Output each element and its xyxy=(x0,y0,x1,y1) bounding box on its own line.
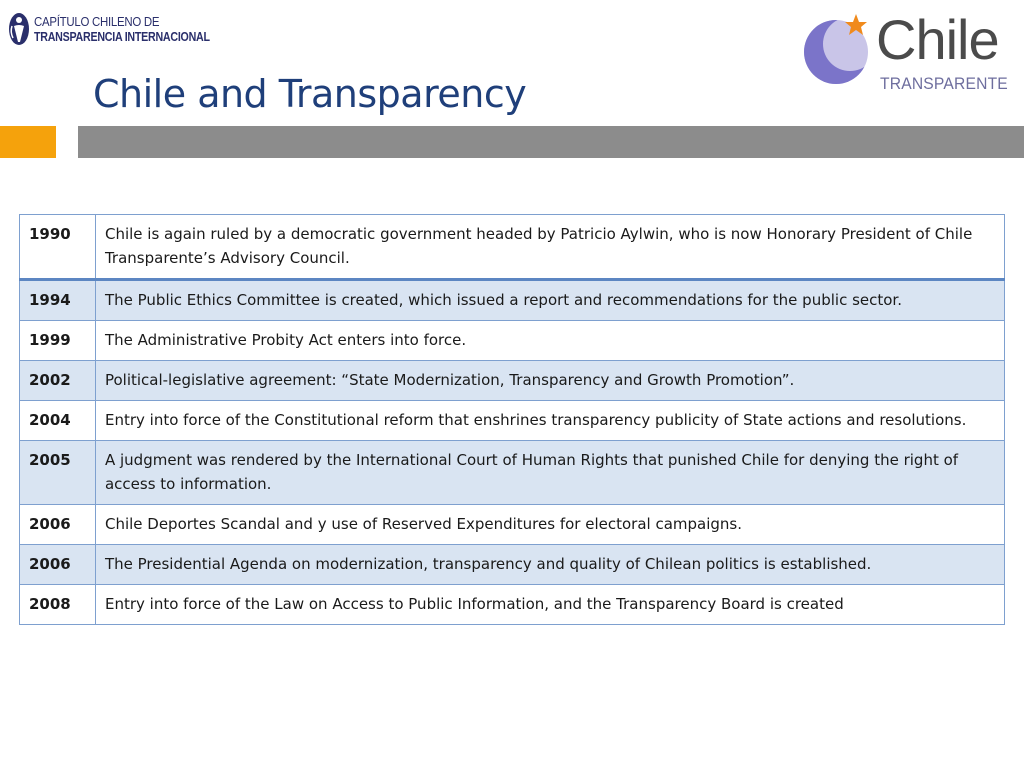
event-cell: Chile is again ruled by a democratic government headed by Patricio Aylwin, who is now Honorary President of Chile Transparente’s Advisory Council. xyxy=(95,215,1004,280)
year-cell: 2002 xyxy=(20,361,96,401)
chapter-logo xyxy=(8,12,248,46)
event-cell: Political-legislative agreement: “State Modernization, Transparency and Growth Promotion”. xyxy=(95,361,1004,401)
year-cell: 1990 xyxy=(20,215,96,280)
page-title: Chile and Transparency xyxy=(93,72,527,116)
table-row xyxy=(20,321,1005,361)
gray-accent-bar xyxy=(78,126,1024,158)
emblem-icon xyxy=(8,12,30,46)
year-cell: 2004 xyxy=(20,401,96,441)
table-row xyxy=(20,280,1005,321)
event-cell: The Presidential Agenda on modernization, transparency and quality of Chilean politics is established. xyxy=(95,545,1004,585)
table-row xyxy=(20,505,1005,545)
year-cell: 2005 xyxy=(20,441,96,505)
timeline-table xyxy=(19,214,1005,625)
orange-accent-bar xyxy=(0,126,56,158)
table-row xyxy=(20,545,1005,585)
logo-left-line2: TRANSPARENCIA INTERNACIONAL xyxy=(34,29,210,44)
year-cell: 1999 xyxy=(20,321,96,361)
year-cell: 2008 xyxy=(20,585,96,625)
table-row xyxy=(20,441,1005,505)
year-cell: 2006 xyxy=(20,545,96,585)
logo-right-sub: TRANSPARENTE xyxy=(880,74,1008,93)
logo-left-line1: CAPÍTULO CHILENO DE xyxy=(34,14,160,29)
table-row xyxy=(20,585,1005,625)
crescent-star-icon xyxy=(804,12,874,92)
event-cell: The Administrative Probity Act enters into force. xyxy=(95,321,1004,361)
event-cell: Entry into force of the Constitutional reform that enshrines transparency publicity of State actions and resolutions. xyxy=(95,401,1004,441)
year-cell: 2006 xyxy=(20,505,96,545)
chile-transparente-logo xyxy=(804,8,1014,96)
logo-right-word: Chile xyxy=(876,8,999,71)
year-cell: 1994 xyxy=(20,280,96,321)
table-row xyxy=(20,401,1005,441)
table-row xyxy=(20,215,1005,280)
event-cell: Chile Deportes Scandal and y use of Reserved Expenditures for electoral campaigns. xyxy=(95,505,1004,545)
event-cell: Entry into force of the Law on Access to Public Information, and the Transparency Board is created xyxy=(95,585,1004,625)
event-cell: A judgment was rendered by the International Court of Human Rights that punished Chile for denying the right of access to information. xyxy=(95,441,1004,505)
event-cell: The Public Ethics Committee is created, which issued a report and recommendations for the public sector. xyxy=(95,280,1004,321)
table-row xyxy=(20,361,1005,401)
